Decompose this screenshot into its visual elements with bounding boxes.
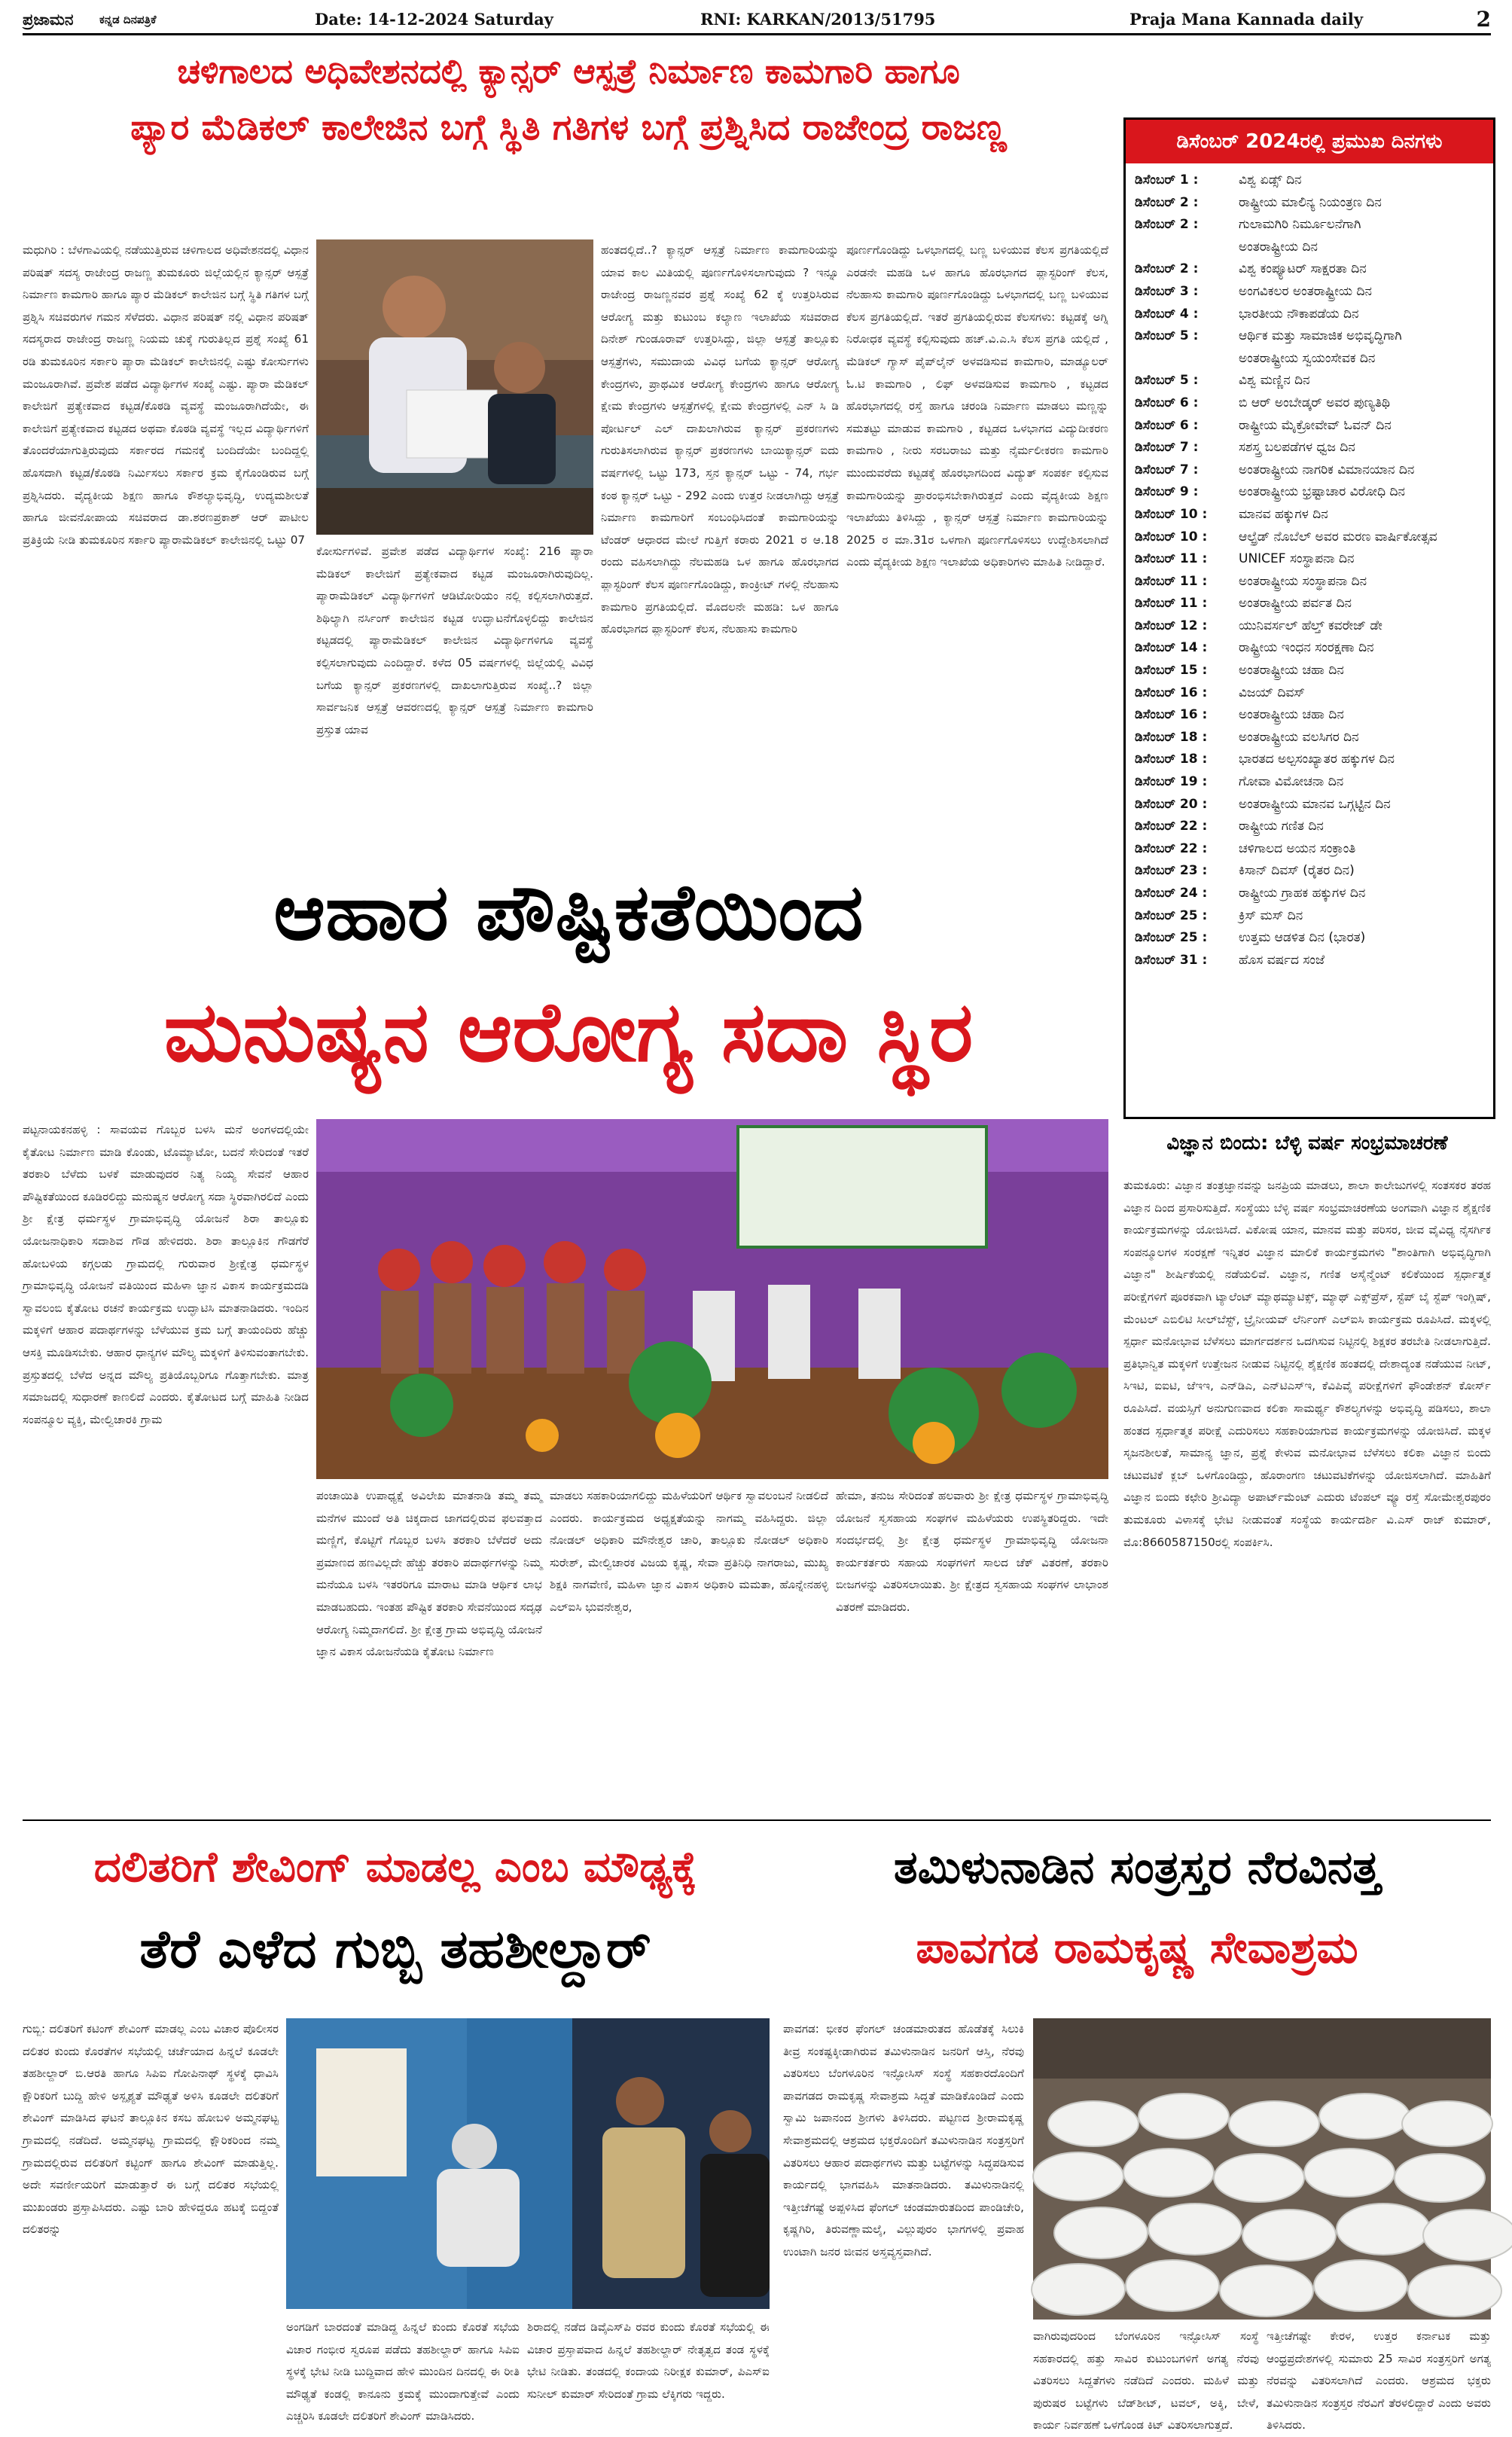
article4-column-1: ಗುಬ್ಬಿ: ದಲಿತರಿಗೆ ಕಟಿಂಗ್ ಶೇವಿಂಗ್ ಮಾಡಲ್ಲ ಎಂಬ ವಿಚಾರ ಪೊಲೀಸರ ದಲಿತರ ಕುಂದು ಕೊರತೆಗಳ ಸಭೆಯಲ್ಲಿ ಚರ್ಚೆಯಾದ ಹಿನ್ನಲೆ ಕೂಡಲೇ ತಹಶೀಲ್ದಾರ್ ಬಿ.ಆರತಿ ಹಾಗೂ ಸಿಪಿಐ ಗೋಪಿನಾಥ್ ಸ್ಥಳಕ್ಕೆ ಧಾವಿಸಿ ಕ್ಷೌರಿಕರಿಗೆ ಬುದ್ದಿ ಹೇಳಿ ಅಸ್ಪೃಶ್ಯತೆ ಮೌಢ್ಯತೆ ಅಳಿಸಿ ಕೂಡಲೇ ದಲಿತರಿಗೆ ಶೇವಿಂಗ್ ಮಾಡಿಸಿದ ಘಟನೆ ತಾಲ್ಲೂಕಿನ ಕಸಬ ಹೋಬಳಿ ಅಮ್ಮನಘಟ್ಟ ಗ್ರಾಮದಲ್ಲಿ ನಡೆದಿದೆ. ಅಮ್ಮನಘಟ್ಟ ಗ್ರಾಮದಲ್ಲಿ ಕ್ಷೌರಿಕರಿಂದ ನಮ್ಮ ಗ್ರಾಮದಲ್ಲಿರುವ ದಲಿತರಿಗೆ ಕಟ್ಟಿಂಗ್ ಹಾಗೂ ಶೇವಿಂಗ್ ಮಾಡುತ್ತಿಲ್ಲ. ಅದೇ ಸವರ್ಣೀಯರಿಗೆ ಮಾಡುತ್ತಾರೆ ಈ ಬಗ್ಗೆ ದಲಿತರ ಸಭೆಯಲ್ಲಿ ಮುಖಂಡರು ಪ್ರಸ್ತಾಪಿಸಿದರು. ಎಷ್ಟು ಬಾರಿ ಹೇಳಿದ್ದರೂ ಹಟಕ್ಕೆ ಬಿದ್ದಂತೆ ದಲಿತರನ್ನು xyxy=(23,2022,279,2237)
december-day-row xyxy=(1135,481,1484,504)
article4-headline-line1: ದಲಿತರಿಗೆ ಶೇವಿಂಗ್ ಮಾಡಲ್ಲ ಎಂಬ ಮೌಢ್ಯಕ್ಕೆ xyxy=(93,1843,697,1892)
article2-column-4: ಹೇಮಾ, ತನುಜ ಸೇರಿದಂತೆ ಹಲವಾರು ಶ್ರೀ ಕ್ಷೇತ್ರ ಧರ್ಮಸ್ಥಳ ಗ್ರಾಮಾಭಿವೃದ್ಧಿ ಯೋಜನೆ ಸ್ವಸಹಾಯ ಸಂಘಗಳ ಮಹಿಳೆಯರು ಉಪಸ್ಥಿತರಿದ್ದರು. ಇದೇ ಸಂದರ್ಭದಲ್ಲಿ ಶ್ರೀ ಕ್ಷೇತ್ರ ಧರ್ಮಸ್ಥಳ ಗ್ರಾಮಾಭಿವೃದ್ಧಿ ಯೋಜನಾ ಕಾರ್ಯಕರ್ತರು ಸಹಾಯ ಸಂಘಗಳಿಗೆ ಸಾಲದ ಚೆಕ್ ವಿತರಣೆ, ತರಕಾರಿ ಬೀಜಗಳನ್ನು ವಿತರಿಸಲಾಯಿತು. ಶ್ರೀ ಕ್ಷೇತ್ರದ ಸ್ವಸಹಾಯ ಸಂಘಗಳ ಲಾಭಾಂಶ ವಿತರಣೆ ಮಾಡಿದರು. xyxy=(836,1489,1108,1614)
december-day-date: ಡಿಸೆಂಬರ್ 22 : xyxy=(1135,840,1208,856)
december-day-row xyxy=(1135,637,1484,660)
december-day-date: ಡಿಸೆಂಬರ್ 4 : xyxy=(1135,306,1199,322)
december-day-date: ಡಿಸೆಂಬರ್ 7 : xyxy=(1135,462,1199,477)
december-day-name: ಅಂಗವಿಕಲರ ಅಂತರಾಷ್ಟ್ರೀಯ ದಿನ xyxy=(1239,283,1372,299)
december-day-row xyxy=(1135,415,1484,438)
december-day-date: ಡಿಸೆಂಬರ್ 15 : xyxy=(1135,663,1208,679)
december-day-name: ಅಂತರಾಷ್ಟ್ರೀಯ ಮಾನವ ಒಗ್ಗಟ್ಟಿನ ದಿನ xyxy=(1239,796,1391,812)
article5-column-3: ಇತ್ತೀಚೆಗಷ್ಟೇ ಕೇರಳ, ಉತ್ತರ ಕರ್ನಾಟಕ ಮತ್ತು ಆಂಧ್ರಪ್ರದೇಶಗಳಲ್ಲಿ ಸುಮಾರು 25 ಸಾವಿರ ಸಂತ್ರಸ್ತರಿಗೆ ಅಗತ್ಯ ನೆರವನ್ನು ವಿತರಿಸಲಾಗಿದೆ ಎಂದರು. ಆಶ್ರಮದ ಭಕ್ತರು ತಮಿಳುನಾಡಿನ ಸಂತ್ರಸ್ತರ ನೆರವಿಗೆ ತೆರಳಲಿದ್ದಾರೆ ಎಂದು ಅವರು ತಿಳಿಸಿದರು. xyxy=(1267,2329,1491,2432)
december-day-name: ಬಿ ಆರ್ ಅಂಬೇಡ್ಕರ್ ಅವರ ಪುಣ್ಯತಿಥಿ xyxy=(1239,395,1390,410)
december-day-date: ಡಿಸೆಂಬರ್ 1 : xyxy=(1135,172,1199,188)
december-day-row xyxy=(1135,571,1484,593)
article2-column-3: ಮಾಡಲು ಸಹಕಾರಿಯಾಗಲಿದ್ದು ಮಹಿಳೆಯರಿಗೆ ಆರ್ಥಿಕ ಸ್ವಾವಲಂಬನೆ ನೀಡಲಿದೆ ಎಂದರು. ಕಾರ್ಯಕ್ರಮದ ಅಧ್ಯಕ್ಷತೆಯನ್ನು ನಾಗಮ್ಮ ವಹಿಸಿದ್ದರು. ಜಿಲ್ಲಾ ನೋಡಲ್ ಅಧಿಕಾರಿ ಮೌನೇಶ್ವರ ಚಾರಿ, ತಾಲ್ಲೂಕು ನೋಡಲ್ ಅಧಿಕಾರಿ ಸುರೇಶ್, ಮೇಲ್ವಿಚಾರಕ ವಿಜಯ ಕೃಷ್ಣ, ಸೇವಾ ಪ್ರತಿನಿಧಿ ನಾಗರಾಜು, ಮುಖ್ಯ ಶಿಕ್ಷಕಿ ನಾಗವೇಣಿ, ಮಹಿಳಾ ಜ್ಞಾನ ವಿಕಾಸ ಅಧಿಕಾರಿ ಮಮತಾ, ಹೊನ್ನೇನಹಳ್ಳಿ ಎಲ್‌ಐಸಿ ಭುವನೇಶ್ವರ, xyxy=(550,1489,828,1614)
december-day-row xyxy=(1135,727,1484,749)
masthead-paper-name: Praja Mana Kannada daily xyxy=(1129,10,1364,29)
article1-headline-line1: ಚಳಿಗಾಲದ ಅಧಿವೇಶನದಲ್ಲಿ ಕ್ಯಾನ್ಸರ್ ಆಸ್ಪತ್ರೆ ನಿರ್ಮಾಣ ಕಾಮಗಾರಿ ಹಾಗೂ xyxy=(177,51,960,91)
december-day-date: ಡಿಸೆಂಬರ್ 24 : xyxy=(1135,886,1208,901)
article5-headline-line1: ತಮಿಳುನಾಡಿನ ಸಂತ್ರಸ್ತರ ನೆರವಿನತ್ತ xyxy=(893,1841,1381,1894)
december-day-name: ಮಾನವ ಹಕ್ಕುಗಳ ದಿನ xyxy=(1239,506,1328,522)
december-day-date: ಡಿಸೆಂಬರ್ 5 : xyxy=(1135,373,1199,389)
article4-headline-line2: ತೆರೆ ಎಳೆದ ಗುಬ್ಬಿ ತಹಶೀಲ್ದಾರ್ xyxy=(139,1918,651,1980)
article1-column-4: ಪೂರ್ಣಗೊಂಡಿದ್ದು ಒಳಭಾಗದಲ್ಲಿ ಬಣ್ಣ ಬಳಿಯುವ ಕೆಲಸ ಪ್ರಗತಿಯಲ್ಲಿದೆ ಎರಡನೇ ಮಹಡಿ ಒಳ ಹಾಗೂ ಹೊರಭಾಗದ ಪ್ಲಾಸ್ಟರಿಂಗ್ ಕೆಲಸ, ನೆಲಹಾಸು ಕಾಮಗಾರಿ ಪೂರ್ಣಗೊಂಡಿದ್ದು ಒಳಭಾಗದಲ್ಲಿ ಬಣ್ಣ ಬಳಿಯುವ ಕೆಲಸ ಪ್ರಗತಿಯಲ್ಲಿದೆ. ಇತರೆ ಪ್ರಗತಿಯಲ್ಲಿರುವ ಕೆಲಸಗಳು: ಕಟ್ಟಡಕ್ಕೆ ಅಗ್ನಿ ನಿರೋಧಕ ವ್ಯವಸ್ಥೆ ಕಲ್ಪಿಸುವುದು ಹಚ್.ವಿ.ಎ.ಸಿ ಕೆಲಸ ಪ್ರಗತಿ ಯಲ್ಲಿದೆ , ಮೆಡಿಕಲ್ ಗ್ಯಾಸ್ ಪೈಪ್‌ಲೈನ್ ಅಳವಡಿಸುವ ಕಾಮಗಾರಿ, ಮಾಡ್ಯೂಲರ್ ಓ.ಟಿ ಕಾಮಗಾರಿ , ಲಿಫ್ ಅಳವಡಿಸುವ ಕಾಮಗಾರಿ , ಕಟ್ಟಡದ ಹೊರಭಾಗದಲ್ಲಿ ರಸ್ತೆ ಹಾಗೂ ಚರಂಡಿ ನಿರ್ಮಾಣ ಮಾಡಲು ಮಣ್ಣನ್ನು ಸಮತಟ್ಟು ಮಾಡುವ ಕಾಮಗಾರಿ , ಕಟ್ಟಡದ ಒಳಭಾಗದ ವಿದ್ಯುದೀಕರಣ ಕಾಮಗಾರಿ , ನೀರು ಸರಬರಾಜು ಮತ್ತು ನೈರ್ಮಲೀಕರಣ ಕಾಮಗಾರಿ ಮುಂದುವರೆದು ಕಟ್ಟಡಕ್ಕೆ ಹೊರಭಾಗದಿಂದ ವಿದ್ಯುತ್ ಸಂಪರ್ಕ ಕಲ್ಪಿಸುವ ಕಾಮಗಾರಿಯನ್ನು ಪ್ರಾರಂಭಿಸಬೇಕಾಗಿರುತ್ತದೆ ಎಂದು ವೈದ್ಯಕೀಯ ಶಿಕ್ಷಣ ಇಲಾಖೆಯು ತಿಳಿಸಿದ್ದು , ಕ್ಯಾನ್ಸರ್ ಆಸ್ಪತ್ರೆ ನಿರ್ಮಾಣ ಕಾಮಗಾರಿಯನ್ನು 2025 ರ ಮಾ.31ರ ಒಳಗಾಗಿ ಪೂರ್ಣಗೊಳಿಸಲು ಉದ್ದೇಶಿಸಲಾಗಿದೆ ಎಂದು ವೈದ್ಯಕೀಯ ಶಿಕ್ಷಣ ಇಲಾಖೆಯ ಅಧಿಕಾರಿಗಳು ಮಾಹಿತಿ ನೀಡಿದ್ದಾರೆ. xyxy=(846,243,1108,569)
december-day-name: ಗುಲಾಮಗಿರಿ ನಿರ್ಮೂಲನೆಗಾಗಿ xyxy=(1239,217,1361,233)
photo-legislator-speaking xyxy=(316,239,593,535)
december-day-name: ವಿಶ್ವ ಕಂಪ್ಯೂಟರ್ ಸಾಕ್ಷರತಾ ದಿನ xyxy=(1239,261,1367,277)
december-day-row xyxy=(1135,860,1484,883)
masthead-logo-sub: ಕನ್ನಡ ದಿನಪತ್ರಿಕೆ xyxy=(99,13,157,26)
december-day-date: ಡಿಸೆಂಬರ್ 2 : xyxy=(1135,261,1199,277)
december-day-row xyxy=(1135,192,1484,215)
december-day-row xyxy=(1135,704,1484,727)
december-day-row xyxy=(1135,883,1484,905)
december-day-date: ಡಿಸೆಂಬರ್ 11 : xyxy=(1135,573,1208,589)
december-day-row xyxy=(1135,838,1484,861)
december-day-date: ಡಿಸೆಂಬರ್ 19 : xyxy=(1135,774,1208,790)
december-day-date: ಡಿಸೆಂಬರ್ 9 : xyxy=(1135,484,1199,500)
photo-relief-material-sacks xyxy=(1033,2018,1491,2320)
article3-headline: ವಿಜ್ಞಾನ ಬಿಂದು: ಬೆಳ್ಳಿ ವರ್ಷ ಸಂಭ್ರಮಾಚರಣೆ xyxy=(1166,1132,1448,1154)
december-day-name: ಅಂತರಾಷ್ಟ್ರೀಯ ಪರ್ವತ ದಿನ xyxy=(1239,596,1352,612)
december-day-row xyxy=(1135,504,1484,526)
article2-headline-line2: ಮನುಷ್ಯನ ಆರೋಗ್ಯ ಸದಾ ಸ್ಥಿರ xyxy=(163,984,974,1080)
december-day-name: ಸಶಸ್ತ್ರ ಬಲಪಡೆಗಳ ಧ್ವಜ ದಿನ xyxy=(1239,440,1355,456)
december-day-date: ಡಿಸೆಂಬರ್ 16 : xyxy=(1135,685,1208,700)
december-day-name: ರಾಷ್ಟ್ರೀಯ ಇಂಧನ ಸಂರಕ್ಷಣಾ ದಿನ xyxy=(1239,640,1374,656)
december-day-name: ರಾಷ್ಟ್ರೀಯ ಮಾಲಿನ್ಯ ನಿಯಂತ್ರಣ ದಿನ xyxy=(1239,194,1382,210)
december-day-date xyxy=(1135,348,1239,371)
december-day-name: ಚಳಿಗಾಲದ ಅಯನ ಸಂಕ್ರಾಂತಿ xyxy=(1239,840,1356,856)
december-day-name: ಅಂತರಾಷ್ಟ್ರೀಯ ಭ್ರಷ್ಟಾಚಾರ ವಿರೋಧಿ ದಿನ xyxy=(1239,484,1405,500)
december-day-date: ಡಿಸೆಂಬರ್ 6 : xyxy=(1135,417,1199,433)
december-day-date: ಡಿಸೆಂಬರ್ 25 : xyxy=(1135,907,1208,923)
article1-headline-line2: ಪ್ಯಾರ ಮೆಡಿಕಲ್ ಕಾಲೇಜಿನ ಬಗ್ಗೆ ಸ್ಥಿತಿ ಗತಿಗಳ ಬಗ್ಗೆ ಪ್ರಶ್ನಿಸಿದ ರಾಜೇಂದ್ರ ರಾಜಣ್ಣ xyxy=(130,107,1007,148)
december-day-name: ಆರ್ಥಿಕ ಮತ್ತು ಸಾಮಾಜಿಕ ಅಭಿವೃದ್ಧಿಗಾಗಿ xyxy=(1239,328,1402,344)
article4-column-2: ಅಂಗಡಿಗೆ ಬಾರದಂತೆ ಮಾಡಿದ್ದ ಹಿನ್ನಲೆ ಕುಂದು ಕೊರತೆ ಸಭೆಯ ವಿಚಾರ ಗಂಭೀರ ಸ್ವರೂಪ ಪಡೆದು ತಹಶೀಲ್ದಾರ್ ಹಾಗೂ ಸಿಪಿಐ ಸ್ಥಳಕ್ಕೆ ಭೇಟಿ ನೀಡಿ ಬುದ್ದಿವಾದ ಹೇಳಿ ಮುಂದಿನ ದಿನದಲ್ಲಿ ಈ ರೀತಿ ಮೌಢ್ಯತೆ ಕಂಡಲ್ಲಿ ಕಾನೂನು ಕ್ರಮಕ್ಕೆ ಮುಂದಾಗುತ್ತೇವೆ ಎಂದು ಎಚ್ಚರಿಸಿ ಕೂಡಲೇ ದಲಿತರಿಗೆ ಶೇವಿಂಗ್ ಮಾಡಿಸಿದರು. xyxy=(286,2320,520,2423)
december-day-row xyxy=(1135,950,1484,972)
december-day-row xyxy=(1135,682,1484,705)
december-day-name: ವಿಜಯ್ ದಿವಸ್ xyxy=(1239,685,1305,700)
article5-headline-line2: ಪಾವಗಡ ರಾಮಕೃಷ್ಣ ಸೇವಾಶ್ರಮ xyxy=(916,1922,1358,1973)
december-day-row xyxy=(1135,548,1484,571)
december-day-row xyxy=(1135,771,1484,794)
december-day-row xyxy=(1135,303,1484,326)
december-day-date: ಡಿಸೆಂಬರ್ 11 : xyxy=(1135,596,1208,612)
december-day-date: ಡಿಸೆಂಬರ್ 18 : xyxy=(1135,752,1208,767)
december-day-row xyxy=(1135,660,1484,682)
section-divider xyxy=(23,1819,1491,1821)
december-day-name: ವಿಶ್ವ ಏಡ್ಸ್ ದಿನ xyxy=(1239,172,1302,188)
december-day-name: ಭಾರತೀಯ ನೌಕಾಪಡೆಯ ದಿನ xyxy=(1239,306,1359,322)
december-day-date: ಡಿಸೆಂಬರ್ 23 : xyxy=(1135,863,1208,879)
december-day-date: ಡಿಸೆಂಬರ್ 16 : xyxy=(1135,707,1208,723)
december-day-name: ರಾಷ್ಟ್ರೀಯ ಗ್ರಾಹಕ ಹಕ್ಕುಗಳ ದಿನ xyxy=(1239,886,1366,901)
december-day-row xyxy=(1135,749,1484,771)
december-day-name: ಅಂತರಾಷ್ಟ್ರೀಯ ಸಂಸ್ಥಾಪನಾ ದಿನ xyxy=(1239,573,1367,589)
masthead-date: Date: 14-12-2024 Saturday xyxy=(315,10,553,29)
december-days-title: ಡಿಸೆಂಬರ್ 2024ರಲ್ಲಿ ಪ್ರಮುಖ ದಿನಗಳು xyxy=(1126,120,1493,163)
december-day-row xyxy=(1135,593,1484,615)
article2-headline-line1: ಆಹಾರ ಪೌಷ್ಟಿಕತೆಯಿಂದ xyxy=(273,866,864,958)
photo-kitchen-garden-event xyxy=(316,1119,1108,1479)
december-day-row xyxy=(1135,459,1484,482)
december-day-date: ಡಿಸೆಂಬರ್ 14 : xyxy=(1135,640,1208,656)
december-day-name: ಆಲ್ಫ್ರೆಡ್ ನೊಬೆಲ್ ಅವರ ಮರಣ ವಾರ್ಷಿಕೋತ್ಸವ xyxy=(1239,529,1437,544)
masthead xyxy=(23,6,1491,35)
december-day-row xyxy=(1135,236,1484,259)
december-day-row xyxy=(1135,437,1484,459)
december-day-row xyxy=(1135,816,1484,838)
december-day-date: ಡಿಸೆಂಬರ್ 25 : xyxy=(1135,930,1208,946)
december-day-date xyxy=(1135,236,1239,259)
december-day-date: ಡಿಸೆಂಬರ್ 31 : xyxy=(1135,952,1208,968)
december-day-row xyxy=(1135,325,1484,348)
december-day-name: ಕ್ರಿಸ್ ಮಸ್ ದಿನ xyxy=(1239,907,1303,923)
december-day-date: ಡಿಸೆಂಬರ್ 2 : xyxy=(1135,194,1199,210)
december-day-row xyxy=(1135,615,1484,638)
december-day-name: ಯುನಿವರ್ಸಲ್ ಹೆಲ್ತ್ ಕವರೇಜ್ ಡೇ xyxy=(1239,618,1382,633)
article2-column-1: ಪಟ್ಟನಾಯಕನಹಳ್ಳಿ : ಸಾವಯವ ಗೊಬ್ಬರ ಬಳಸಿ ಮನೆ ಅಂಗಳದಲ್ಲಿಯೇ ಕೈತೋಟ ನಿರ್ಮಾಣ ಮಾಡಿ ಕೊಂಡು, ಟೊಮ್ಯಾಟೋ, ಬದನೆ ಸೇರಿದಂತೆ ಇತರೆ ತರಕಾರಿ ಬೆಳೆದು ಬಳಕೆ ಮಾಡುವುದರ ನಿತ್ಯ ನಿಯ್ಯ ಸೇವನೆ ಆಹಾರ ಪೌಷ್ಟಿಕತೆಯಿಂದ ಕೂಡಿರಲಿದ್ದು ಮನುಷ್ಯನ ಆರೋಗ್ಯ ಸದಾ ಸ್ಥಿರವಾಗಿರಲಿದೆ ಎಂದು ಶ್ರೀ ಕ್ಷೇತ್ರ ಧರ್ಮಸ್ಥಳ ಗ್ರಾಮಾಭಿವೃದ್ಧಿ ಯೋಜನೆ ಶಿರಾ ತಾಲ್ಲೂಕು ಯೋಜನಾಧಿಕಾರಿ ಸದಾಶಿವ ಗೌಡ ಹೇಳಿದರು. ಶಿರಾ ತಾಲ್ಲೂಕಿನ ಗೌಡಗೆರೆ ಹೋಬಳಿಯ ಕಗ್ಗಲಡು ಗ್ರಾಮದಲ್ಲಿ ಗುರುವಾರ ಶ್ರೀಕ್ಷೇತ್ರ ಧರ್ಮಸ್ಥಳ ಗ್ರಾಮಾಭಿವೃದ್ಧಿ ಯೋಜನೆ ವತಿಯಿಂದ ಮಹಿಳಾ ಜ್ಞಾನ ವಿಕಾಸ ಕಾರ್ಯಕ್ರಮದಡಿ ಸ್ವಾವಲಂಬಿ ಕೈತೋಟ ರಚನೆ ಕಾರ್ಯಕ್ರಮ ಉದ್ಘಾಟಿಸಿ ಮಾತನಾಡಿದರು. ಇಂದಿನ ಮಕ್ಕಳಿಗೆ ಆಹಾರ ಪದಾರ್ಥಗಳನ್ನು ಬೆಳೆಯುವ ಕ್ರಮ ಬಗ್ಗೆ ತಾಯಂದಿರು ಹೆಚ್ಚು ಆಸಕ್ತಿ ಮೂಡಿಸಬೇಕು. ಆಹಾರ ಧಾನ್ಯಗಳ ಮೌಲ್ಯ ಮಕ್ಕಳಿಗೆ ತಿಳಿಸುವಂತಾಗಬೇಕು. ಪ್ರಸ್ತುತದಲ್ಲಿ ಬೆಳೆದ ಅನ್ನದ ಮೌಲ್ಯ ಪ್ರತಿಯೊಬ್ಬರಿಗೂ ಗೊತ್ತಾಗಬೇಕು. ಮಾತ್ರ ಸಮಾಜದಲ್ಲಿ ಸುಧಾರಣೆ ಕಾಣಲಿದೆ ಎಂದರು. ಕೈತೋಟದ ಬಗ್ಗೆ ಮಾಹಿತಿ ನೀಡಿದ ಸಂಪನ್ಮೂಲ ವ್ಯಕ್ತಿ, ಮೇಲ್ವಿಚಾರಕಿ ಗ್ರಾಮ xyxy=(23,1123,309,1426)
december-day-name: ಅಂತರಾಷ್ಟ್ರೀಯ ಸ್ವಯಂಸೇವಕ ದಿನ xyxy=(1239,350,1376,366)
december-day-date: ಡಿಸೆಂಬರ್ 18 : xyxy=(1135,729,1208,745)
december-days-list xyxy=(1126,163,1493,971)
december-day-name: UNICEF ಸಂಸ್ಥಾಪನಾ ದಿನ xyxy=(1239,551,1355,567)
december-day-date: ಡಿಸೆಂಬರ್ 2 : xyxy=(1135,217,1199,233)
december-day-row xyxy=(1135,526,1484,549)
december-day-date: ಡಿಸೆಂಬರ್ 5 : xyxy=(1135,328,1199,344)
december-day-name: ಹೊಸ ವರ್ಷದ ಸಂಜೆ xyxy=(1239,952,1325,968)
december-day-row xyxy=(1135,392,1484,415)
article1-column-2: ಕೋರ್ಸುಗಳಿವೆ. ಪ್ರವೇಶ ಪಡೆದ ವಿದ್ಯಾರ್ಥಿಗಳ ಸಂಖ್ಯೆ: 216 ಪ್ಯಾರಾ ಮೆಡಿಕಲ್ ಕಾಲೇಜಿಗೆ ಪ್ರತ್ಯೇಕವಾದ ಕಟ್ಟಡ ಮಂಜೂರಾಗಿರುವುದಿಲ್ಲ. ಪ್ಯಾರಾಮೆಡಿಕಲ್ ವಿದ್ಯಾರ್ಥಿಗಳಿಗೆ ಆಡಿಟೋರಿಯಂ ನಲ್ಲಿ ಕಲ್ಪಿಸಲಾಗಿರುತ್ತದೆ. ಶಿಥಿಲ್ಯಾಗಿ ನರ್ಸಿಂಗ್ ಕಾಲೇಜಿನ ಕಟ್ಟಡ ಉದ್ಘಾಟನೆಗೊಳ್ಳಲಿದ್ದು ಕಾಲೇಜಿನ ಕಟ್ಟಡದಲ್ಲಿ ಪ್ಯಾರಾಮೆಡಿಕಲ್ ಕಾಲೇಜಿನ ವಿದ್ಯಾರ್ಥಿಗಳಿಗೂ ವ್ಯವಸ್ಥೆ ಕಲ್ಪಿಸಲಾಗುವುದು ಎಂದಿದ್ದಾರೆ. ಕಳೆದ 05 ವರ್ಷಗಳಲ್ಲಿ ಜಿಲ್ಲೆಯಲ್ಲಿ ವಿವಿಧ ಬಗೆಯ ಕ್ಯಾನ್ಸರ್ ಪ್ರಕರಣಗಳಲ್ಲಿ ದಾಖಲಾಗುತ್ತಿರುವ ಸಂಖ್ಯೆ..? ಜಿಲ್ಲಾ ಸಾರ್ವಜನಿಕ ಆಸ್ಪತ್ರೆ ಆವರಣದಲ್ಲಿ ಕ್ಯಾನ್ಸರ್ ಆಸ್ಪತ್ರೆ ನಿರ್ಮಾಣ ಕಾಮಗಾರಿ ಪ್ರಸ್ತುತ ಯಾವ xyxy=(316,544,593,737)
december-day-row xyxy=(1135,370,1484,392)
december-day-name: ಭಾರತದ ಅಲ್ಪಸಂಖ್ಯಾತರ ಹಕ್ಕುಗಳ ದಿನ xyxy=(1239,752,1395,767)
december-day-date: ಡಿಸೆಂಬರ್ 10 : xyxy=(1135,506,1208,522)
december-day-name: ಅಂತರಾಷ್ಟ್ರೀಯ ದಿನ xyxy=(1239,239,1318,255)
article5-column-1: ಪಾವಗಡ: ಭೀಕರ ಫೆಂಗಲ್ ಚಂಡಮಾರುತದ ಹೊಡೆತಕ್ಕೆ ಸಿಲುಕಿ ತೀವ್ರ ಸಂಕಷ್ಟಕ್ಕೀಡಾಗಿರುವ ತಮಿಳುನಾಡಿನ ಜನರಿಗೆ ಆಸ್ತಿ, ನೆರವು ವಿತರಿಸಲು ಬೆಂಗಳೂರಿನ ಇನ್ಫೋಸಿಸ್ ಸಂಸ್ಥೆ ಸಹಕಾರದೊಂದಿಗೆ ಪಾವಗಡದ ರಾಮಕೃಷ್ಣ ಸೇವಾಶ್ರಮ ಸಿದ್ದತೆ ಮಾಡಿಕೊಂಡಿದೆ ಎಂದು ಸ್ವಾಮಿ ಜಪಾನಂದ ಶ್ರೀಗಳು ತಿಳಿಸಿದರು. ಪಟ್ಟಣದ ಶ್ರೀರಾಮಕೃಷ್ಣ ಸೇವಾಶ್ರಮದಲ್ಲಿ ಆಶ್ರಮದ ಭಕ್ತರೊಂದಿಗೆ ತಮಿಳುನಾಡಿನ ಸಂತ್ರಸ್ತರಿಗೆ ವಿತರಿಸಲು ಆಹಾರ ಪದಾರ್ಥಗಳು ಮತ್ತು ಬಟ್ಟೆಗಳನ್ನು ಸಿದ್ಧಪಡಿಸುವ ಕಾರ್ಯದಲ್ಲಿ ಭಾಗವಹಿಸಿ ಮಾತನಾಡಿದರು. ತಮಿಳುನಾಡಿನಲ್ಲಿ ಇತ್ತೀಚೆಗಷ್ಟೆ ಅಪ್ಪಳಿಸಿದ ಫೆಂಗಲ್ ಚಂಡಮಾರುತದಿಂದ ಪಾಂಡಿಚೇರಿ, ಕೃಷ್ಣಗಿರಿ, ತಿರುವಣ್ಣಾಮಲೈ, ವಿಲ್ಲುಪುರಂ ಭಾಗಗಳಲ್ಲಿ ಪ್ರವಾಹ ಉಂಟಾಗಿ ಜನರ ಜೀವನ ಅಸ್ತವ್ಯಸ್ತವಾಗಿದೆ. xyxy=(783,2022,1024,2259)
december-day-date: ಡಿಸೆಂಬರ್ 10 : xyxy=(1135,529,1208,544)
december-day-name: ಅಂತರಾಷ್ಟ್ರೀಯ ನಾಗರಿಕ ವಿಮಾನಯಾನ ದಿನ xyxy=(1239,462,1415,477)
december-day-date: ಡಿಸೆಂಬರ್ 12 : xyxy=(1135,618,1208,633)
december-day-name: ರಾಷ್ಟ್ರೀಯ ಗಣಿತ ದಿನ xyxy=(1239,819,1324,834)
december-day-row xyxy=(1135,927,1484,950)
december-day-row xyxy=(1135,258,1484,281)
december-day-date: ಡಿಸೆಂಬರ್ 20 : xyxy=(1135,796,1208,812)
article2-column-2: ಪಂಚಾಯಿತಿ ಉಪಾಧ್ಯಕ್ಷೆ ಅವಿಲೇಖ ಮಾತನಾಡಿ ತಮ್ಮ ತಮ್ಮ ಮನೆಗಳ ಮುಂದೆ ಅತಿ ಚಿಕ್ಕದಾದ ಜಾಗದಲ್ಲಿರುವ ಫಲವತ್ತಾದ ಮಣ್ಣಿಗೆ, ಕೊಟ್ಟಿಗೆ ಗೊಬ್ಬರ ಬಳಸಿ ತರಕಾರಿ ಬೆಳೆದರೆ ಅದು ಪ್ರಮಾಣದ ಹಣವಿಲ್ಲದೇ ಹೆಚ್ಚು ತರಕಾರಿ ಪದಾರ್ಥಗಳನ್ನು ನಿಮ್ಮ ಮನೆಯೂ ಬಳಸಿ ಇತರರಿಗೂ ಮಾರಾಟ ಮಾಡಿ ಆರ್ಥಿಕ ಲಾಭ ಮಾಡಬಹುದು. ಇಂತಹ ಪೌಷ್ಟಿಕ ತರಕಾರಿ ಸೇವನೆಯಿಂದ ಸದೃಢ ಆರೋಗ್ಯ ನಿಮ್ಮದಾಗಲಿದೆ. ಶ್ರೀ ಕ್ಷೇತ್ರ ಗ್ರಾಮ ಅಭಿವೃದ್ಧಿ ಯೋಜನೆ ಜ್ಞಾನ ವಿಕಾಸ ಯೋಜನೆಯಡಿ ಕೈತೋಟ ನಿರ್ಮಾಣ xyxy=(316,1489,542,1659)
december-day-row xyxy=(1135,281,1484,303)
masthead-logo: ಪ್ರಜಾಮನ xyxy=(23,10,74,29)
december-day-name: ವಿಶ್ವ ಮಣ್ಣಿನ ದಿನ xyxy=(1239,373,1310,389)
december-day-name: ಕಿಸಾನ್ ದಿವಸ್ (ರೈತರ ದಿನ) xyxy=(1239,863,1355,879)
december-day-row xyxy=(1135,348,1484,371)
december-day-name: ಗೋವಾ ವಿಮೋಚನಾ ದಿನ xyxy=(1239,774,1344,790)
masthead-rni: RNI: KARKAN/2013/51795 xyxy=(700,10,936,29)
december-day-date: ಡಿಸೆಂಬರ್ 11 : xyxy=(1135,551,1208,567)
december-day-name: ಅಂತರಾಷ್ಟ್ರೀಯ ಚಹಾ ದಿನ xyxy=(1239,707,1344,723)
december-day-date: ಡಿಸೆಂಬರ್ 22 : xyxy=(1135,819,1208,834)
article3-body: ತುಮಕೂರು: ವಿಜ್ಞಾನ ತಂತ್ರಜ್ಞಾನವನ್ನು ಜನಪ್ರಿಯ ಮಾಡಲು, ಶಾಲಾ ಕಾಲೇಜುಗಳಲ್ಲಿ ಸಂತಸಕರ ತರಹ ವಿಜ್ಞಾನ ದಿಂದ ಪ್ರಸಾರಿಸುತ್ತಿದೆ. ಸಂಸ್ಥೆಯು ಬೆಳ್ಳಿ ವರ್ಷ ಸಂಭ್ರಮಾಚರಣೆಯ ಅಂಗವಾಗಿ ವಿಜ್ಞಾನ ಶೈಕ್ಷಣಿಕ ಕಾರ್ಯಕ್ರಮಗಳನ್ನು ಯೋಜಿಸಿದೆ. ವಿಕೋಷ ಯಾನ, ಮಾನವ ಮತ್ತು ಪರಿಸರ, ಜೀವ ವೈವಿಧ್ಯ ನೈಸರ್ಗಿಕ ಸಂಪನ್ಮೂಲಗಳ ಸಂರಕ್ಷಣೆ ಇನ್ನಿತರ ವಿಜ್ಞಾನ ಮಾಲಿಕೆ ಕಾರ್ಯಕ್ರಮಗಳು "ಶಾಂತಿಗಾಗಿ ಅಭಿವೃದ್ಧಿಗಾಗಿ ವಿಜ್ಞಾನ" ಶೀರ್ಷಿಕೆಯಲ್ಲಿ ನಡೆಯಲಿವೆ. ವಿಜ್ಞಾನ, ಗಣಿತ ಅಸೈನ್ಮೆಂಟ್ ಕಲಿಕೆಯಿಂದ ಸ್ಪರ್ಧಾತ್ಮಕ ಪರೀಕ್ಷೆಗಳಿಗೆ ಪೂರಕವಾಗಿ ಟ್ಯಾಲೆಂಟ್ ಮ್ಯಾಥಮ್ಯಾಟಿಕ್ಸ್, ಮ್ಯಾಥ್ ಎಕ್ಸ್‌ಪ್ರೆಸ್, ಸ್ಟೆಪ್ ಬೈ ಸ್ಟೆಪ್ ಇಂಗ್ಲಿಷ್, ಮೆಂಟಲ್ ಎಬಿಲಿಟಿ ಸೀಲ್‌ಬೆಸ್ಟ್, ಬ್ರೈನೀಯವ್ ಲೆರ್ನಿಂಗ್ ಎಲ್‌ಐಸಿ ಕಾರ್ಯಕ್ರಮ ರೂಪಿಸಿದೆ. ಮಕ್ಕಳಲ್ಲಿ ಸ್ಪರ್ಧಾ ಮನೋಭಾವ ಬೆಳೆಸಲು ಮಾರ್ಗದರ್ಶನ ಒದಗಿಸುವ ನಿಟ್ಟಿನಲ್ಲಿ ಶಿಕ್ಷಕರ ತರಬೇತಿ ನೀಡಲಾಗುತ್ತಿದೆ. ಪ್ರತಿಭಾನ್ವಿತ ಮಕ್ಕಳಿಗೆ ಉತ್ತೇಜನ ನೀಡುವ ನಿಟ್ಟಿನಲ್ಲಿ ಶೈಕ್ಷಣಿಕ ಹಂತದಲ್ಲಿ ದೇಶಾದ್ಯಂತ ನಡೆಯುವ ನೀಟ್, ಸಿಇಟಿ, ಐಐಟಿ, ಜೆಇಇ, ಎನ್‌ಡಿಎ, ಎನ್‌ಟಿಎಸ್‌ಇ, ಕೆವಿಪಿವೈ ಪರೀಕ್ಷೆಗಳಿಗೆ ಫೌಂಡೇಶನ್ ಕೋರ್ಸ್ ರೂಪಿಸಿದೆ. ವಯಸ್ಸಿಗೆ ಅನುಗುಣವಾದ ಕಲಿಕಾ ಸಾಮರ್ಥ್ಯ ಕೌಶಲ್ಯಗಳನ್ನು ಅಭಿವೃದ್ಧಿ ಪಡಿಸಲು, ಶಾಲಾ ಹಂತದ ಸ್ಪರ್ಧಾತ್ಮಕ ಪರೀಕ್ಷೆ ಎದುರಿಸಲು ಸಹಕಾರಿಯಾಗುವ ಕಾರ್ಯಕ್ರಮಗಳನ್ನು ಯೋಜಿಸಿದೆ. ಮಕ್ಕಳ ಸೃಜನಶೀಲತೆ, ಸಾಮಾನ್ಯ ಜ್ಞಾನ, ಪ್ರಶ್ನೆ ಕೇಳುವ ಮನೋಭಾವ ಬೆಳೆಸಲು ಕಲಿಕಾ ವಿಜ್ಞಾನ ಬಿಂದು ಚಟುವಟಿಕೆ ಕ್ಲಬ್ ಒಳಗೊಂಡಿದ್ದು, ಹೊರಾಂಗಣ ಚಟುವಟಿಕೆಗಳನ್ನು ಯೋಜಿಸಲಾಗಿದೆ. ಮಾಹಿತಿಗೆ ವಿಜ್ಞಾನ ಬಿಂದು ಕಛೇರಿ ಶ್ರೀವಿದ್ಯಾ ಅಪಾರ್ಟ್‌ಮೆಂಟ್ ಎದುರು ಟೆಂಪಲ್ ವ್ಯೂ ರಸ್ತೆ ಸೋಮೇಶ್ವರಪುರಂ ತುಮಕೂರು ವಿಳಾಸಕ್ಕೆ ಭೇಟಿ ನೀಡುವಂತೆ ಸಂಸ್ಥೆಯ ಕಾರ್ಯದರ್ಶಿ ವಿ.ಎಸ್ ರಾಜ್ ಕುಮಾರ್, ಮೊ:8660587150ರಲ್ಲಿ ಸಂಪರ್ಕಿಸಿ. xyxy=(1123,1179,1491,1549)
december-day-date: ಡಿಸೆಂಬರ್ 3 : xyxy=(1135,283,1199,299)
article5-column-2: ವಾಗಿರುವುದರಿಂದ ಬೆಂಗಳೂರಿನ ಇನ್ಫೋಸಿಸ್ ಸಂಸ್ಥೆ ಸಹಕಾರದಲ್ಲಿ ಹತ್ತು ಸಾವಿರ ಕುಟುಂಬಗಳಿಗೆ ಅಗತ್ಯ ನೆರವು ವಿತರಿಸಲು ಸಿದ್ದತೆಗಳು ನಡೆದಿದೆ ಎಂದರು. ಮಹಿಳೆ ಮತ್ತು ಪುರುಷರ ಬಟ್ಟೆಗಳು ಬೆಡ್‌ಶೀಟ್, ಟವಲ್, ಅಕ್ಕಿ, ಬೇಳೆ, ಕಾರ್ಯ ನಿರ್ವಹಣೆ ಒಳಗೊಂಡ ಕಿಟ್ ವಿತರಿಸಲಾಗುತ್ತದೆ. xyxy=(1033,2329,1259,2432)
december-day-name: ಅಂತರಾಷ್ಟ್ರೀಯ ವಲಸಿಗರ ದಿನ xyxy=(1239,729,1359,745)
december-day-row xyxy=(1135,214,1484,236)
page-number: 2 xyxy=(1476,7,1491,32)
december-day-name: ಅಂತರಾಷ್ಟ್ರೀಯ ಚಹಾ ದಿನ xyxy=(1239,663,1344,679)
article4-column-3: ಶಿರಾದಲ್ಲಿ ನಡೆದ ಡಿವೈಎಸ್‌ಪಿ ರವರ ಕುಂದು ಕೊರತೆ ಸಭೆಯಲ್ಲಿ ಈ ವಿಚಾರ ಪ್ರಸ್ತಾಪವಾದ ಹಿನ್ನಲೆ ತಹಶೀಲ್ದಾರ್ ನೇತೃತ್ವದ ತಂಡ ಸ್ಥಳಕ್ಕೆ ಭೇಟಿ ನೀಡಿತು. ತಂಡದಲ್ಲಿ ಕಂದಾಯ ನಿರೀಕ್ಷಕ ಕುಮಾರ್, ಪಿಎಸ್‌ಐ ಸುನೀಲ್ ಕುಮಾರ್ ಸೇರಿದಂತೆ ಗ್ರಾಮ ಲೆಕ್ಕಿಗರು ಇದ್ದರು. xyxy=(527,2320,770,2401)
december-day-row xyxy=(1135,905,1484,928)
photo-barber-shop-visit xyxy=(286,2018,770,2309)
december-days-box xyxy=(1123,117,1495,1119)
december-day-name: ಉತ್ತಮ ಆಡಳಿತ ದಿನ (ಭಾರತ) xyxy=(1239,930,1366,946)
article1-column-3: ಹಂತದಲ್ಲಿದೆ..? ಕ್ಯಾನ್ಸರ್ ಆಸ್ಪತ್ರೆ ನಿರ್ಮಾಣ ಕಾಮಗಾರಿಯನ್ನು ಯಾವ ಕಾಲ ಮಿತಿಯಲ್ಲಿ ಪೂರ್ಣಗೊಳಿಸಲಾಗುವುದು ? ಇನ್ನೂ ರಾಜೇಂದ್ರ ರಾಜಣ್ಣನವರ ಪ್ರಶ್ನೆ ಸಂಖ್ಯೆ 62 ಕ್ಕೆ ಉತ್ತರಿಸಿರುವ ಆರೋಗ್ಯ ಮತ್ತು ಕುಟುಂಬ ಕಲ್ಯಾಣ ಇಲಾಖೆಯ ಸಚಿವರಾದ ದಿನೇಶ್ ಗುಂಡೂರಾವ್ ಉತ್ತರಿಸಿದ್ದು, ಜಿಲ್ಲಾ ಆಸ್ಪತ್ರೆ ತಾಲ್ಲೂಕು ಆಸ್ಪತ್ರೆಗಳು, ಸಮುದಾಯ ವಿವಿಧ ಬಗೆಯ ಕ್ಯಾನ್ಸರ್ ಆರೋಗ್ಯ ಕೇಂದ್ರಗಳು, ಪ್ರಾಥಮಿಕ ಆರೋಗ್ಯ ಕೇಂದ್ರಗಳು ಹಾಗೂ ಆರೋಗ್ಯ ಕ್ಷೇಮ ಕೇಂದ್ರಗಳು ಆಸ್ಪತ್ರೆಗಳಲ್ಲಿ ಕ್ಷೇಮ ಕೇಂದ್ರಗಳಲ್ಲಿ ಎನ್ ಸಿ ಡಿ ಪೋರ್ಟಲ್ ಎಲ್ ದಾಖಲಾಗಿರುವ ಕ್ಯಾನ್ಸರ್ ಪ್ರಕರಣಗಳು ಗುರುತಿಸಲಾಗಿರುವ ಕ್ಯಾನ್ಸರ್ ಪ್ರಕರಣಗಳು ಬಾಯಿಕ್ಯಾನ್ಸರ್ ಐದು ವರ್ಷಗಳಲ್ಲಿ ಒಟ್ಟು 173, ಸ್ತನ ಕ್ಯಾನ್ಸರ್ ಒಟ್ಟು - 74, ಗರ್ಭ ಕಂಠ ಕ್ಯಾನ್ಸರ್ ಒಟ್ಟು - 292 ಎಂದು ಉತ್ತರ ನೀಡಲಾಗಿದ್ದು ಆಸ್ಪತ್ರೆ ನಿರ್ಮಾಣ ಕಾಮಗಾರಿಗೆ ಸಂಬಂಧಿಸಿದಂತೆ ಕಾಮಗಾರಿಯನ್ನು ಟೆಂಡರ್ ಆಧಾರದ ಮೇಲೆ ಗುತ್ತಿಗೆ ಕರಾರು 2021 ರ ಆ.18 ರಂದು ವಹಿಸಲಾಗಿದ್ದು ನೆಲಮಹಡಿ ಒಳ ಹಾಗೂ ಹೊರಭಾಗದ ಪ್ಲಾಸ್ಟರಿಂಗ್ ಕೆಲಸ ಪೂರ್ಣಗೊಂಡಿದ್ದು, ಕಾಂಕ್ರೀಟ್ ಗಳಲ್ಲಿ ನೆಲಹಾಸು ಕಾಮಗಾರಿ ಪ್ರಗತಿಯಲ್ಲಿದೆ. ಮೊದಲನೇ ಮಹಡಿ: ಒಳ ಹಾಗೂ ಹೊರಭಾಗದ ಪ್ಲಾಸ್ಟರಿಂಗ್ ಕೆಲಸ, ನೆಲಹಾಸು ಕಾಮಗಾರಿ xyxy=(601,243,839,636)
december-day-row xyxy=(1135,794,1484,816)
december-day-name: ರಾಷ್ಟ್ರೀಯ ಮೈಕ್ರೋವೇವ್ ಓವನ್ ದಿನ xyxy=(1239,417,1392,433)
article1-column-1: ಮಧುಗಿರಿ : ಬೆಳಗಾವಿಯಲ್ಲಿ ನಡೆಯುತ್ತಿರುವ ಚಳಿಗಾಲದ ಅಧಿವೇಶನದಲ್ಲಿ ವಿಧಾನ ಪರಿಷತ್ ಸದಸ್ಯ ರಾಜೇಂದ್ರ ರಾಜಣ್ಣ ತುಮಕೂರು ಜಿಲ್ಲೆಯಲ್ಲಿನ ಕ್ಯಾನ್ಸರ್ ಆಸ್ಪತ್ರೆ ನಿರ್ಮಾಣ ಕಾಮಗಾರಿ ಹಾಗೂ ಪ್ಯಾರ ಮೆಡಿಕಲ್ ಕಾಲೇಜಿನ ಬಗ್ಗೆ ಸ್ಥಿತಿ ಗತಿಗಳ ಬಗ್ಗೆ ಪ್ರಶ್ನಿಸಿ ಸಚಿವರುಗಳ ಗಮನ ಸೆಳೆದರು. ವಿಧಾನ ಪರಿಷತ್ ನಲ್ಲಿ ವಿಧಾನ ಪರಿಷತ್ ಸದಸ್ಯರಾದ ರಾಜೇಂದ್ರ ರಾಜಣ್ಣ ನಿಯಮ ಚುಕ್ಕೆ ಗುರುತಿಲ್ಲದ ಪ್ರಶ್ನೆ ಸಂಖ್ಯೆ 61 ರಡಿ ತುಮಕೂರಿನ ಸರ್ಕಾರಿ ಪ್ಯಾರಾ ಮೆಡಿಕಲ್ ಕಾಲೇಜಿನಲ್ಲಿ ಎಷ್ಟು ಕೋರ್ಸುಗಳು ಮಂಜೂರಾಗಿವೆ. ಪ್ರವೇಶ ಪಡೆದ ವಿದ್ಯಾರ್ಥಿಗಳ ಸಂಖ್ಯೆ ಎಷ್ಟು. ಪ್ಯಾರಾ ಮೆಡಿಕಲ್ ಕಾಲೇಜಿಗೆ ಪ್ರತ್ಯೇಕವಾದ ಕಟ್ಟಡ/ಕೊಠಡಿ ವ್ಯವಸ್ಥೆ ಮಂಜೂರಾಗಿದೆಯೇ, ಈ ಕಾಲೇಜಿಗೆ ಪ್ರತ್ಯೇಕವಾದ ಕಟ್ಟಡದ ಅಥವಾ ಕೊಠಡಿ ವ್ಯವಸ್ಥೆ ಇಲ್ಲದ ವಿದ್ಯಾರ್ಥಿಗಳಿಗೆ ತೊಂದರೆಯಾಗುತ್ತಿರುವುದು ಸರ್ಕಾರದ ಗಮನಕ್ಕೆ ಬಂದಿದೆಯೇ ಬಂದಿದ್ದಲ್ಲಿ ಹೊಸದಾಗಿ ಕಟ್ಟಡ/ಕೊಠಡಿ ನಿರ್ಮಿಸಲು ಸರ್ಕಾರ ಕ್ರಮ ಕೈಗೊಂಡಿರುವ ಬಗ್ಗೆ ಪ್ರಶ್ನಿಸಿದರು. ವೈದ್ಯಕೀಯ ಶಿಕ್ಷಣ ಹಾಗೂ ಕೌಶಲ್ಯಾಭಿವೃದ್ಧಿ, ಉದ್ಯಮಶೀಲತೆ ಹಾಗೂ ಜೀವನೋಪಾಯ ಸಚಿವರಾದ ಡಾ.ಶರಣಪ್ರಕಾಶ್ ಆರ್ ಪಾಟೀಲ ಪ್ರತಿಕ್ರಿಯೆ ನೀಡಿ ತುಮಕೂರಿನ ಸರ್ಕಾರಿ ಪ್ಯಾರಾಮೆಡಿಕಲ್ ಕಾಲೇಜಿನಲ್ಲಿ ಒಟ್ಟು 07 xyxy=(23,243,309,547)
december-day-date: ಡಿಸೆಂಬರ್ 7 : xyxy=(1135,440,1199,456)
december-day-date: ಡಿಸೆಂಬರ್ 6 : xyxy=(1135,395,1199,410)
december-day-row xyxy=(1135,169,1484,192)
